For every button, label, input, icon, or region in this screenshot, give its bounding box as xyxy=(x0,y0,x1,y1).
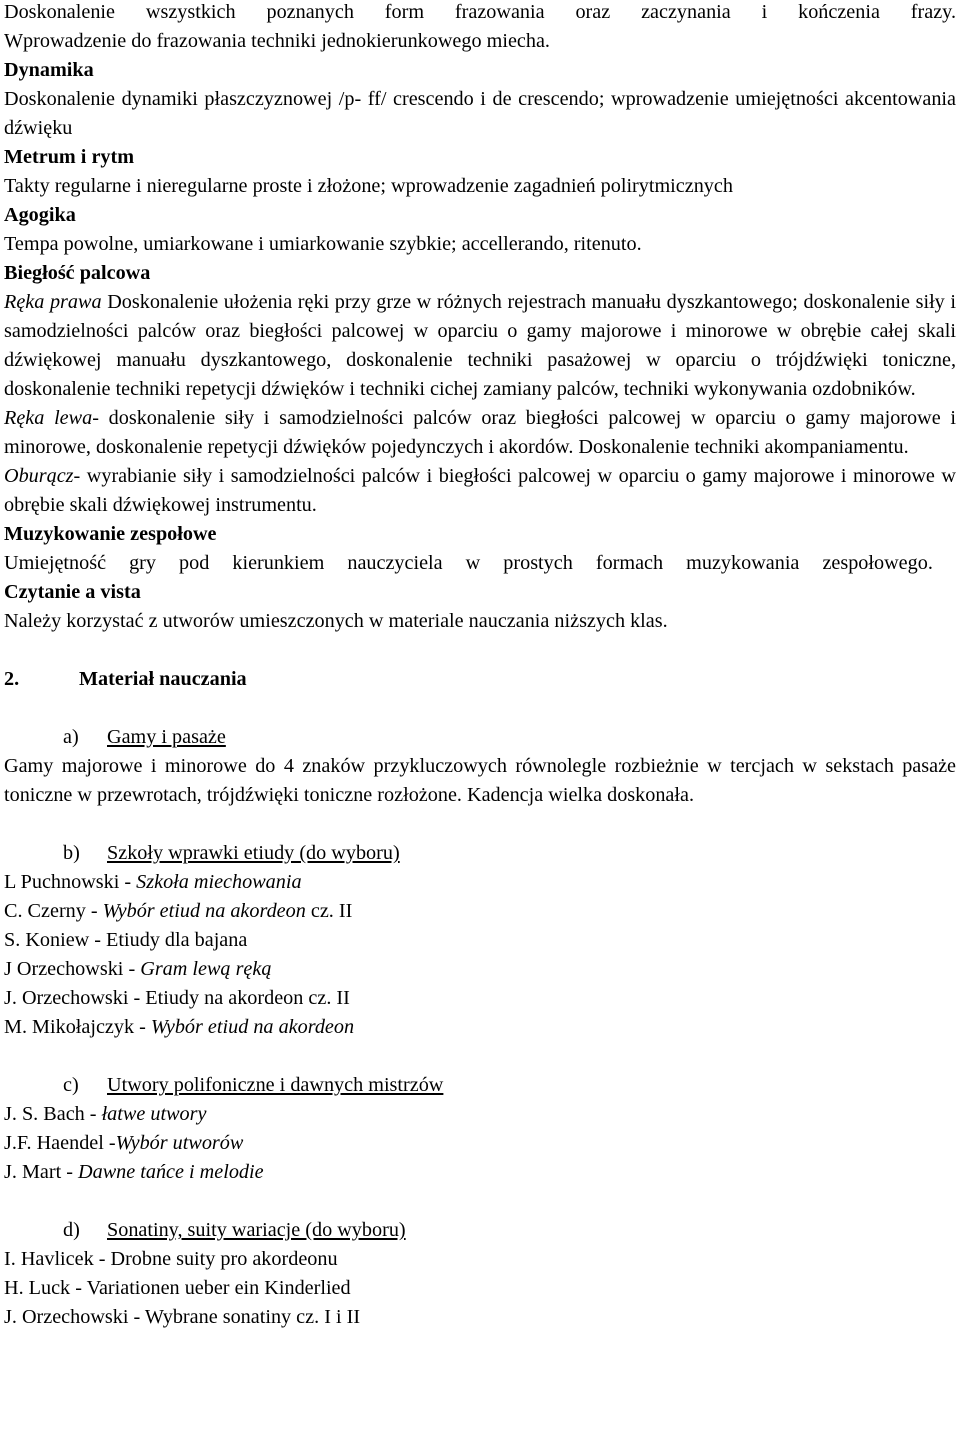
metrum-text: Takty regularne i nieregularne proste i złożone; wprowadzenie zagadnień polirytmicznych xyxy=(4,175,733,197)
list-item-author: C. Czerny - xyxy=(4,900,103,922)
reka-prawa-text: Doskonalenie ułożenia ręki przy grze w różnych rejestrach manuału dyszkantowego; doskonalenie siły i samodzielności palców oraz biegłości palcowej w oparciu o gamy majorowe i minorowe w obrębie całej skali dźwiękowej manuału dyszkantowego, doskonalenie techniki pasażowej w oparciu o trójdźwięki toniczne, doskonalenie techniki repetycji dźwięków i techniki cichej zamiany palców, techniki wykonywania ozdobników. xyxy=(4,291,957,400)
section-2-number: 2. xyxy=(4,668,20,690)
list-item-author: J.F. Haendel - xyxy=(4,1132,116,1154)
list-item-work: Gram lewą ręką xyxy=(140,958,272,980)
reka-lewa-text: - doskonalenie siły i samodzielności palców oraz biegłości palcowej w oparciu o gamy majorowe i minorowe, doskonalenie repetycji dźwięków pojedynczych i akordów. Doskonalenie techniki akompaniamentu. xyxy=(4,407,956,458)
subsection-d-letter: d) xyxy=(63,1219,80,1241)
oburacz-label: Oburącz xyxy=(4,465,74,487)
subsection-a-heading xyxy=(4,723,956,752)
subsection-d-list xyxy=(4,1245,956,1332)
list-item-author: M. Mikołajczyk - xyxy=(4,1016,151,1038)
czytanie-text: Należy korzystać z utworów umieszczonych w materiale nauczania niższych klas. xyxy=(4,610,668,632)
list-item-author: S. Koniew - Etiudy dla bajana xyxy=(4,929,248,951)
subsection-d-title: Sonatiny, suity wariacje (do wyboru) xyxy=(107,1219,406,1241)
document-page xyxy=(4,0,956,1332)
list-item-author: J. Orzechowski - Etiudy na akordeon cz. II xyxy=(4,987,350,1009)
list-item xyxy=(4,926,956,955)
oburacz-paragraph xyxy=(4,462,956,520)
intro-line-2: Wprowadzenie do frazowania techniki jednokierunkowego miecha. xyxy=(4,30,550,52)
list-item-rest: cz. II xyxy=(305,900,353,922)
list-item xyxy=(4,984,956,1013)
muzykowanie-heading: Muzykowanie zespołowe xyxy=(4,523,217,545)
list-item-work: Dawne tańce i melodie xyxy=(78,1161,264,1183)
reka-prawa-paragraph xyxy=(4,288,956,404)
list-item-work: Wybór etiud na akordeon xyxy=(102,900,306,922)
subsection-c-title: Utwory polifoniczne i dawnych mistrzów xyxy=(107,1074,444,1096)
list-item: I. Havlicek - Drobne suity pro akordeonu xyxy=(4,1248,338,1270)
subsection-b-title: Szkoły wprawki etiudy (do wyboru) xyxy=(107,842,400,864)
list-item-work: Wybór utworów xyxy=(115,1132,244,1154)
subsection-b-letter: b) xyxy=(63,842,80,864)
dynamika-text: Doskonalenie dynamiki płaszczyznowej /p- ff/ crescendo i de crescendo; wprowadzenie umiejętności akcentowania dźwięku xyxy=(4,88,956,139)
list-item xyxy=(4,1158,956,1187)
subsection-a-text: Gamy majorowe i minorowe do 4 znaków przykluczowych równolegle rozbieżnie w tercjach w sekstach pasaże toniczne w przewrotach, trójdźwięki toniczne rozłożone. Kadencja wielka doskonała. xyxy=(4,755,956,806)
subsection-d-heading xyxy=(4,1216,956,1245)
subsection-c-letter: c) xyxy=(63,1074,79,1096)
list-item: J. Orzechowski - Wybrane sonatiny cz. I i II xyxy=(4,1306,361,1328)
agogika-text: Tempa powolne, umiarkowane i umiarkowanie szybkie; accellerando, ritenuto. xyxy=(4,233,642,255)
metrum-heading: Metrum i rytm xyxy=(4,146,135,168)
intro-line-1: Doskonalenie wszystkich poznanych form frazowania oraz zaczynania i kończenia frazy. xyxy=(4,1,956,23)
list-item-author: J. Mart - xyxy=(4,1161,79,1183)
list-item xyxy=(4,897,956,926)
list-item: H. Luck - Variationen ueber ein Kinderlied xyxy=(4,1277,351,1299)
subsection-a-title: Gamy i pasaże xyxy=(107,726,226,748)
czytanie-heading: Czytanie a vista xyxy=(4,581,141,603)
subsection-a-letter: a) xyxy=(63,726,79,748)
dynamika-heading: Dynamika xyxy=(4,59,94,81)
reka-lewa-paragraph xyxy=(4,404,956,462)
subsection-b-heading xyxy=(4,839,956,868)
bieglosc-heading: Biegłość palcowa xyxy=(4,262,151,284)
muzykowanie-text: Umiejętność gry pod kierunkiem nauczyciela w prostych formach muzykowania zespołowego. xyxy=(4,552,933,574)
subsection-c-list xyxy=(4,1100,956,1187)
section-2-heading xyxy=(4,665,956,694)
oburacz-text: - wyrabianie siły i samodzielności palców i biegłości palcowej w oparciu o gamy majorowe i minorowe w obrębie skali dźwiękowej instrumentu. xyxy=(4,465,956,516)
list-item-work: Wybór etiud na akordeon xyxy=(150,1016,355,1038)
list-item xyxy=(4,955,956,984)
list-item-author: J. S. Bach - xyxy=(4,1103,102,1125)
list-item-author: L Puchnowski - xyxy=(4,871,137,893)
reka-lewa-label: Ręka lewa xyxy=(4,407,93,429)
agogika-heading: Agogika xyxy=(4,204,76,226)
list-item xyxy=(4,868,956,897)
list-item xyxy=(4,1129,956,1158)
list-item xyxy=(4,1013,956,1042)
reka-prawa-label: Ręka prawa xyxy=(4,291,102,313)
list-item-author: J Orzechowski - xyxy=(4,958,141,980)
list-item xyxy=(4,1100,956,1129)
subsection-b-list xyxy=(4,868,956,1042)
list-item-work: Szkoła miechowania xyxy=(136,871,302,893)
section-2-title: Materiał nauczania xyxy=(79,668,247,690)
list-item-work: łatwe utwory xyxy=(101,1103,207,1125)
subsection-c-heading xyxy=(4,1071,956,1100)
